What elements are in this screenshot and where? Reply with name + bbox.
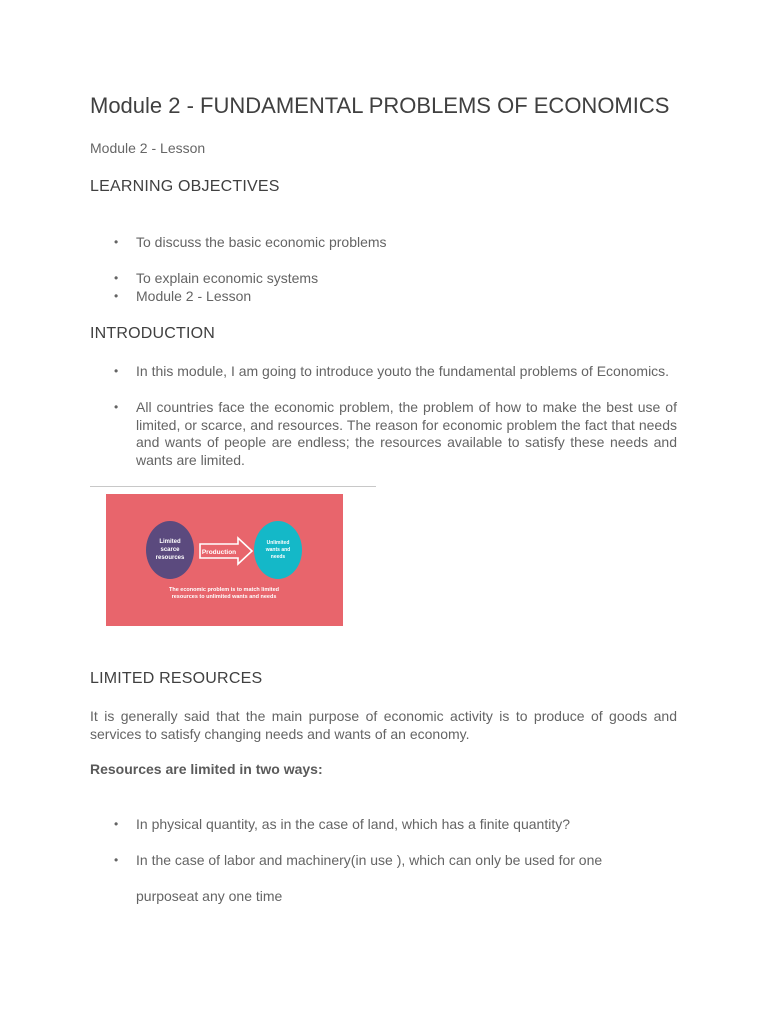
bullet: • — [114, 400, 119, 414]
left-circle-line: resources — [155, 555, 185, 561]
introduction-heading: INTRODUCTION — [90, 325, 216, 342]
list-item-text: To discuss the basic economic problems — [136, 234, 387, 250]
list-item — [114, 270, 677, 288]
figure-background — [106, 494, 343, 626]
bullet: • — [114, 364, 119, 378]
figure-caption-line: The economic problem is to match limited — [168, 587, 280, 593]
figure-graphic — [106, 494, 343, 626]
list-item-text: To explain economic systems — [136, 270, 319, 286]
list-item — [114, 234, 677, 252]
right-circle-line: Unlimited — [266, 540, 290, 546]
list-item-text: purposeat any one time — [136, 888, 283, 904]
list-item — [114, 288, 677, 306]
limited-resources-heading: LIMITED RESOURCES — [90, 670, 263, 687]
page-title: Module 2 - FUNDAMENTAL PROBLEMS OF ECONOMICS — [90, 93, 670, 118]
resources-limited-label: Resources are limited in two ways: — [90, 761, 323, 777]
list-item-text: Module 2 - Lesson — [136, 288, 252, 304]
list-item-text: In physical quantity, as in the case of land, which has a finite quantity? — [136, 816, 570, 832]
left-circle-line: Limited — [159, 539, 181, 545]
horizontal-rule — [90, 486, 376, 487]
bullet: • — [114, 235, 119, 249]
list-item — [114, 852, 677, 870]
list-item-text: All countries face the economic problem, the problem of how to make the best use of limited, or scarce, and resources. The reason for economic problem the fact that needs and wants of people are endless; the resources available to satisfy these needs and wants are limited. — [136, 399, 677, 468]
right-circle-line: wants and — [265, 547, 291, 553]
list-item-text: In the case of labor and machinery(in use ), which can only be used for one — [136, 852, 603, 868]
bullet: • — [114, 853, 119, 867]
bullet: • — [114, 289, 119, 303]
list-item-text: In this module, I am going to introduce youto the fundamental problems of Economics. — [136, 363, 670, 379]
list-item — [114, 363, 677, 381]
right-circle-line: needs — [270, 554, 286, 560]
bullet: • — [114, 817, 119, 831]
list-item — [114, 816, 677, 834]
bullet: • — [114, 271, 119, 285]
list-item-continuation — [114, 888, 677, 906]
learning-objectives-heading: LEARNING OBJECTIVES — [90, 178, 280, 195]
limited-resources-paragraph: It is generally said that the main purpose of economic activity is to produce of goods and services to satisfy changing needs and wants of an economy. — [90, 708, 677, 742]
economic-problem-figure — [106, 494, 343, 626]
figure-caption-line: resources to unlimited wants and needs — [171, 594, 277, 600]
left-circle-line: scarce — [160, 547, 180, 553]
list-item — [114, 399, 677, 469]
arrow-label: Production — [201, 549, 237, 556]
page-subtitle: Module 2 - Lesson — [90, 140, 206, 156]
